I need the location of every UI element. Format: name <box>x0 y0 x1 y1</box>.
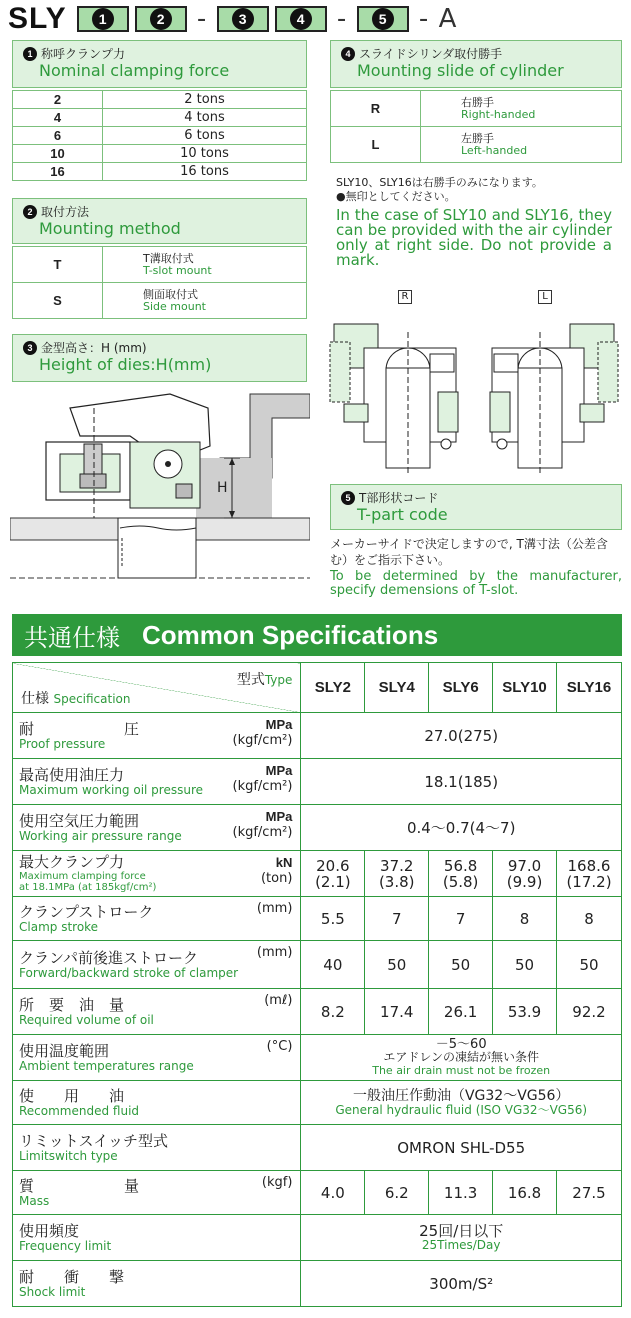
spec-label-en: Forward/backward stroke of clamper <box>19 965 239 980</box>
unit: (mm) <box>256 945 293 960</box>
model-header: SLY10 <box>493 663 557 713</box>
spec-label-jp: 質 量 <box>19 1176 140 1195</box>
option5-title-en: T-part code <box>357 505 448 524</box>
spec-label-jp: 耐 衝 撃 <box>19 1267 125 1286</box>
spec-label-en: Ambient temperatures range <box>19 1058 194 1073</box>
unit: (°C) <box>266 1039 293 1054</box>
spec-row-mass <box>13 1171 622 1215</box>
unit: kN <box>275 855 293 870</box>
spec-value: 50 <box>429 941 493 989</box>
code-box-1 <box>77 6 129 32</box>
section-banner <box>12 614 622 656</box>
table-row <box>331 91 622 127</box>
option4-title-en: Mounting slide of cylinder <box>357 61 564 80</box>
circle-number: 2 <box>23 205 37 219</box>
spec-value: 4.0 <box>301 1171 365 1215</box>
spec-label-en: Proof pressure <box>19 736 106 751</box>
spec-value: 50 <box>493 941 557 989</box>
spec-row-frequency <box>13 1215 622 1261</box>
spec-row-fluid <box>13 1081 622 1125</box>
dash: - <box>418 4 429 34</box>
unit-alt: (kgf/cm²) <box>232 733 293 748</box>
spec-row-temperature <box>13 1035 622 1081</box>
circle-number: 1 <box>23 47 37 61</box>
spec-value-en: General hydraulic fluid (ISO VG32～VG56) <box>335 1103 588 1117</box>
model-suffix: A <box>438 4 457 34</box>
spec-label-en: Recommended fluid <box>19 1103 140 1118</box>
spec-value-jp: エアドレンの凍結が無い条件 <box>383 1050 540 1064</box>
circle-number: 1 <box>92 8 114 30</box>
spec-value-alt: (2.1) <box>315 872 351 891</box>
option2-title-jp: 取付方法 <box>41 205 90 219</box>
model-header: SLY16 <box>557 663 622 713</box>
unit: (kgf) <box>261 1175 293 1190</box>
spec-label-jp: 所 要 油 量 <box>19 995 125 1014</box>
spec-value: 17.4 <box>365 989 429 1035</box>
spec-value: 11.3 <box>429 1171 493 1215</box>
spec-value: 50 <box>365 941 429 989</box>
dash: - <box>336 4 347 34</box>
spec-label-en: Clamp stroke <box>19 919 99 934</box>
model-header: SLY6 <box>429 663 493 713</box>
option2-table <box>12 246 307 319</box>
unit-alt: (kgf/cm²) <box>232 779 293 794</box>
option-label-en: T-slot mount <box>143 263 212 277</box>
spec-label-en: Working air pressure range <box>19 828 182 843</box>
spec-value: OMRON SHL-D55 <box>301 1125 622 1171</box>
spec-value: 6.2 <box>365 1171 429 1215</box>
unit: MPa <box>265 809 293 824</box>
spec-value: 56.8 <box>443 856 478 875</box>
option3-header <box>12 334 307 382</box>
table-header-row <box>13 663 622 713</box>
option4-table <box>330 90 622 163</box>
unit: MPa <box>265 717 293 732</box>
spec-label-jp: クランパ前後進ストローク <box>19 948 198 967</box>
table-row <box>13 247 307 283</box>
table-row <box>13 109 307 127</box>
spec-row-stroke <box>13 897 622 941</box>
banner-title-jp: 共通仕様 <box>24 623 120 652</box>
spec-value: 8 <box>557 897 622 941</box>
spec-label-en: Shock limit <box>19 1284 86 1299</box>
spec-value: 20.6 <box>316 856 350 875</box>
spec-row-max-oil <box>13 759 622 805</box>
spec-value: 37.2 <box>380 856 414 875</box>
spec-value: 50 <box>557 941 622 989</box>
header-diagonal-cell <box>13 663 301 713</box>
note-jp-line1: SLY10、SLY16は右勝手のみになります。 <box>336 176 543 189</box>
circle-number: 3 <box>232 8 254 30</box>
spec-label-jp: 耐 圧 <box>19 719 140 738</box>
spec-label-en-2: at 18.1MPa (at 185kgf/cm²) <box>19 882 157 893</box>
option-code: L <box>331 127 421 163</box>
table-row <box>331 127 622 163</box>
option2-header <box>12 198 307 244</box>
option-label-en: Right-handed <box>461 107 536 121</box>
spec-label-jp: 使用空気圧力範囲 <box>19 811 140 830</box>
spec-label-en: Frequency limit <box>19 1238 112 1253</box>
option5-header <box>330 484 622 530</box>
circle-number: 4 <box>290 8 312 30</box>
option1-title-en: Nominal clamping force <box>39 61 230 80</box>
cylinder-mounting-figures <box>326 312 622 480</box>
spec-label-en: Limitswitch type <box>19 1148 118 1163</box>
type-label-en: Type <box>264 673 293 687</box>
spec-label-en: Specification <box>53 692 131 706</box>
spec-label-jp: 使用頻度 <box>19 1221 80 1240</box>
option4-header <box>330 40 622 88</box>
option5-note <box>330 536 622 598</box>
dash: - <box>196 4 207 34</box>
option-code: 6 <box>13 127 103 145</box>
spec-value: 92.2 <box>557 989 622 1035</box>
spec-table <box>12 662 622 1307</box>
option-value: 16 tons <box>103 163 307 181</box>
unit: (mℓ) <box>264 993 293 1008</box>
spec-row-air <box>13 805 622 851</box>
spec-label-jp: クランプストローク <box>19 902 154 921</box>
spec-row-fb-stroke <box>13 941 622 989</box>
spec-value: 18.1(185) <box>301 759 622 805</box>
model-header: SLY2 <box>301 663 365 713</box>
option-code: 10 <box>13 145 103 163</box>
note-en: In the case of SLY10 and SLY16, they can be provided with the air cylinder only at right side. Do not provide a mark. <box>336 206 613 269</box>
option-code: 2 <box>13 91 103 109</box>
option-label-en: Left-handed <box>461 143 528 157</box>
spec-value: 16.8 <box>493 1171 557 1215</box>
option2-title-en: Mounting method <box>39 219 181 238</box>
option-code: T <box>13 247 103 283</box>
code-box-2 <box>135 6 187 32</box>
spec-value: 7 <box>365 897 429 941</box>
circle-number: 5 <box>372 8 394 30</box>
code-box-3 <box>217 6 269 32</box>
spec-value: 53.9 <box>493 989 557 1035</box>
option-label-jp: 右勝手 <box>461 95 494 109</box>
table-row <box>13 91 307 109</box>
option5-note-jp: メーカーサイドで決定しますので, T溝寸法（公差含む）をご指示下さい。 <box>330 537 608 567</box>
clamp-side-drawing <box>10 388 310 594</box>
spec-value: 8 <box>493 897 557 941</box>
h-dimension-label: H <box>217 480 228 496</box>
option5-title-jp: T部形状コード <box>359 491 439 505</box>
option-code: 4 <box>13 109 103 127</box>
option-code: R <box>331 91 421 127</box>
model-header: SLY4 <box>365 663 429 713</box>
spec-label-jp: 最大クランプ力 <box>19 853 125 871</box>
table-row <box>13 127 307 145</box>
spec-value: 7 <box>429 897 493 941</box>
unit: (mm) <box>256 901 293 916</box>
spec-value: 5.5 <box>301 897 365 941</box>
r-marker: R <box>398 290 412 304</box>
spec-label-en: Maximum working oil pressure <box>19 782 204 797</box>
spec-label-en: Required volume of oil <box>19 1012 154 1027</box>
circle-number: 2 <box>150 8 172 30</box>
spec-value: 27.5 <box>557 1171 622 1215</box>
spec-value-jp: 25回/日以下 <box>419 1222 504 1240</box>
circle-number: 3 <box>23 341 37 355</box>
circle-number: 4 <box>341 47 355 61</box>
spec-row-oil-volume <box>13 989 622 1035</box>
spec-value-jp: 一般油圧作動油（VG32～VG56） <box>352 1088 570 1104</box>
spec-value-alt: (17.2) <box>566 872 612 891</box>
spec-value: 168.6 <box>567 856 611 875</box>
type-label-jp: 型式 <box>236 672 265 688</box>
spec-value: 40 <box>301 941 365 989</box>
spec-label-en: Mass <box>19 1193 50 1208</box>
unit: MPa <box>265 763 293 778</box>
spec-value-alt: (3.8) <box>378 872 415 891</box>
spec-value-en: The air drain must not be frozen <box>372 1064 551 1077</box>
spec-row-proof <box>13 713 622 759</box>
spec-value: 27.0(275) <box>301 713 622 759</box>
spec-value: 300m/S² <box>301 1261 622 1307</box>
option-label-jp: 左勝手 <box>461 131 494 145</box>
unit-alt: (ton) <box>260 871 293 886</box>
banner-title-en: Common Specifications <box>142 619 439 650</box>
spec-row-shock <box>13 1261 622 1307</box>
spec-label-jp: 仕様 <box>21 691 49 707</box>
option-value: 10 tons <box>103 145 307 163</box>
spec-value: －5～60 <box>435 1037 487 1052</box>
option-value: 2 tons <box>103 91 307 109</box>
note-right-handed <box>336 176 612 268</box>
option1-table <box>12 90 307 181</box>
spec-label-jp: 使用温度範囲 <box>19 1041 110 1060</box>
spec-value: 0.4～0.7(4～7) <box>301 805 622 851</box>
option-value: 4 tons <box>103 109 307 127</box>
spec-row-limit-switch <box>13 1125 622 1171</box>
spec-row-clamp-force <box>13 851 622 897</box>
option-code: S <box>13 283 103 319</box>
unit-alt: (kgf/cm²) <box>232 825 293 840</box>
option4-title-jp: スライドシリンダ取付勝手 <box>359 47 503 61</box>
spec-value: 8.2 <box>301 989 365 1035</box>
spec-label-jp: 使 用 油 <box>19 1086 125 1105</box>
spec-value-en: 25Times/Day <box>421 1238 501 1252</box>
table-row <box>13 145 307 163</box>
option-label-jp: 側面取付式 <box>143 287 198 301</box>
spec-label-jp: リミットスイッチ型式 <box>19 1131 168 1150</box>
code-box-4 <box>275 6 327 32</box>
option-label-en: Side mount <box>143 299 206 313</box>
table-row <box>13 283 307 319</box>
option-code: 16 <box>13 163 103 181</box>
spec-label-en: Maximum clamping force <box>19 871 146 882</box>
l-marker: L <box>538 290 552 304</box>
option3-title-en: Height of dies:H(mm) <box>39 355 212 374</box>
code-box-5 <box>357 6 409 32</box>
spec-label-jp: 最高使用油圧力 <box>19 765 125 784</box>
model-prefix: SLY <box>8 2 67 35</box>
option3-title-jp: 金型高さ：H (mm) <box>41 341 147 355</box>
table-row <box>13 163 307 181</box>
circle-number: 5 <box>341 491 355 505</box>
note-jp-line2: ●無印としてください。 <box>336 190 456 203</box>
spec-value: 97.0 <box>507 856 542 875</box>
option1-header <box>12 40 307 88</box>
left-hand-figure <box>490 324 618 476</box>
spec-value: 26.1 <box>429 989 493 1035</box>
option-label-jp: T溝取付式 <box>143 251 194 265</box>
right-hand-figure <box>330 324 458 476</box>
option1-title-jp: 称呼クランプ力 <box>41 47 126 61</box>
spec-value-alt: (9.9) <box>506 872 543 891</box>
option-value: 6 tons <box>103 127 307 145</box>
model-code <box>8 4 456 34</box>
option5-note-en: To be determined by the manufacturer, specify demensions of T-slot. <box>330 569 622 598</box>
spec-value-alt: (5.8) <box>442 872 479 891</box>
